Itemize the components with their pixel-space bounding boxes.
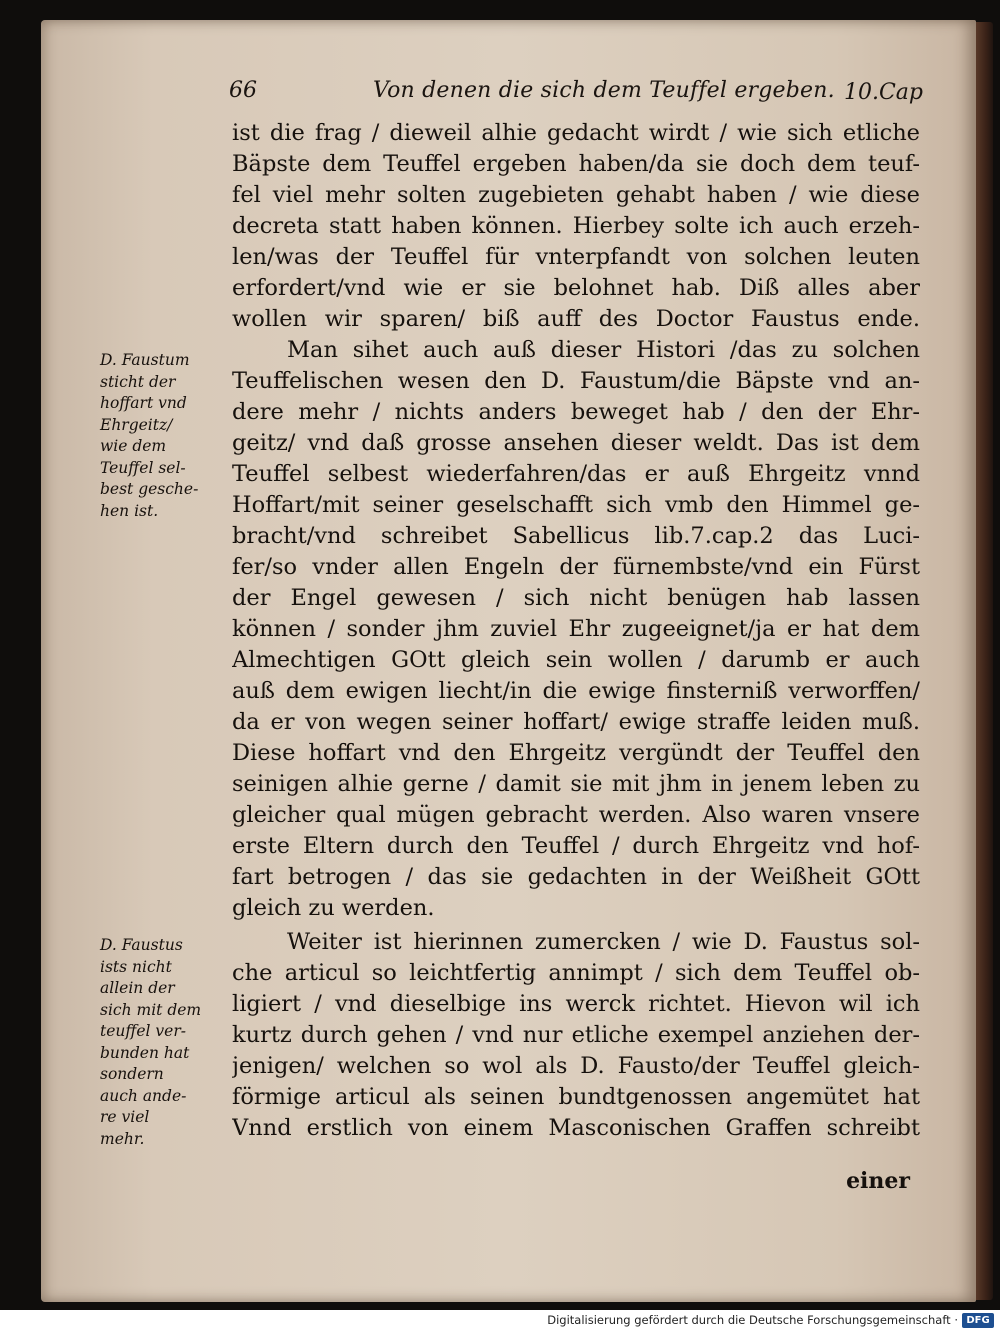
margin-note-line: D. Faustum xyxy=(100,351,190,369)
margin-note-line: D. Faustus xyxy=(100,936,183,954)
dfg-credit: Digitalisierung gefördert durch die Deutsche Forschungsgemeinschaft · xyxy=(547,1313,958,1327)
text-line: auß dem ewigen liecht/in die ewige finsterniß verworffen/ xyxy=(232,678,920,704)
paragraph-1 xyxy=(232,118,920,335)
margin-note-1 xyxy=(100,350,225,522)
margin-note-line: hen ist. xyxy=(100,501,159,520)
running-title: Von denen die sich dem Teuffel ergeben. xyxy=(373,78,835,103)
text-line: können / sonder jhm zuviel Ehr zugeeignet/ja er hat dem xyxy=(232,616,920,642)
text-line: gleicher qual mügen gebracht werden. Also waren vnsere xyxy=(232,802,920,828)
text-line: kurtz durch gehen / vnd nur etliche exempel anziehen der- xyxy=(232,1022,920,1048)
margin-note-line: re viel xyxy=(100,1108,150,1126)
text-line: ligiert / vnd dieselbige ins werck richtet. Hievon wil ich xyxy=(232,991,920,1017)
text-line: Almechtigen GOtt gleich sein wollen / darumb er auch xyxy=(232,647,920,673)
margin-note-line: bunden hat xyxy=(100,1043,190,1062)
text-line: erfordert/vnd wie er sie belohnet hab. Diß alles aber xyxy=(232,275,920,301)
text-line: Man sihet auch auß dieser Histori /das zu solchen xyxy=(287,337,920,363)
text-line: fel viel mehr solten zugebieten gehabt haben / wie diese xyxy=(232,182,920,208)
margin-note-line: ists nicht xyxy=(100,957,172,976)
margin-note-line: allein der xyxy=(100,979,175,997)
text-line: Teuffelischen wesen den D. Faustum/die Bäpste vnd an- xyxy=(232,368,920,394)
text-line: fart betrogen / das sie gedachten in der Weißheit GOtt xyxy=(232,864,920,890)
text-line: Diese hoffart vnd den Ehrgeitz vergündt der Teuffel den xyxy=(232,740,920,766)
text-line: Bäpste dem Teuffel ergeben haben/da sie doch dem teuf- xyxy=(232,151,920,177)
text-line: geitz/ vnd daß grosse ansehen dieser weldt. Das ist dem xyxy=(232,430,920,456)
margin-note-line: hoffart vnd xyxy=(100,394,187,412)
margin-note-line: best gesche- xyxy=(100,480,199,498)
text-line: Teuffel selbest wiederfahren/das er auß Ehrgeitz vnnd xyxy=(232,461,920,487)
margin-note-2 xyxy=(100,935,225,1150)
margin-note-line: wie dem xyxy=(100,437,167,455)
margin-note-line: Ehrgeitz/ xyxy=(100,415,173,434)
chapter-label: 10.Cap xyxy=(843,80,923,105)
page-edge xyxy=(975,22,993,1300)
margin-note-line: sticht der xyxy=(100,372,176,391)
margin-note-line: Teuffel sel- xyxy=(100,458,186,477)
running-head xyxy=(225,78,925,118)
paragraph-3 xyxy=(232,927,920,1144)
text-line: len/was der Teuffel für vnterpfandt von solchen leuten xyxy=(232,244,920,270)
margin-note-line: mehr. xyxy=(100,1129,145,1148)
margin-note-line: sondern xyxy=(100,1065,164,1083)
text-line: decreta statt haben können. Hierbey solte ich auch erzeh- xyxy=(232,213,920,239)
text-line: fer/so vnder allen Engeln der fürnembste/vnd ein Fürst xyxy=(232,554,920,580)
dfg-logo[interactable]: DFG xyxy=(962,1313,994,1328)
text-line: da er von wegen seiner hoffart/ ewige straffe leiden muß. xyxy=(232,709,920,735)
text-line: jenigen/ welchen so wol als D. Fausto/der Teuffel gleich- xyxy=(232,1053,920,1079)
text-line: Weiter ist hierinnen zumercken / wie D. Faustus sol- xyxy=(287,929,920,955)
paragraph-2 xyxy=(232,335,920,924)
text-line: gleich zu werden. xyxy=(232,895,435,921)
text-line: Vnnd erstlich von einem Masconischen Graffen schreibt xyxy=(232,1115,920,1141)
text-line: förmige articul als seinen bundtgenossen angemütet hat xyxy=(232,1084,920,1110)
text-line: che articul so leichtfertig annimpt / sich dem Teuffel ob- xyxy=(232,960,920,986)
page-number: 66 xyxy=(229,78,257,103)
footer-bar xyxy=(0,1310,1000,1332)
text-line: der Engel gewesen / sich nicht benügen hab lassen xyxy=(232,585,920,611)
text-line: seinigen alhie gerne / damit sie mit jhm in jenem leben zu xyxy=(232,771,920,797)
text-line: wollen wir sparen/ biß auff des Doctor Faustus ende. xyxy=(232,306,920,332)
text-line: erste Eltern durch den Teuffel / durch Ehrgeitz vnd hof- xyxy=(232,833,920,859)
text-line: Hoffart/mit seiner geselschafft sich vmb den Himmel ge- xyxy=(232,492,920,518)
text-line: bracht/vnd schreibet Sabellicus lib.7.cap.2 das Luci- xyxy=(232,523,920,549)
text-line: dere mehr / nichts anders beweget hab / den der Ehr- xyxy=(232,399,920,425)
margin-note-line: teuffel ver- xyxy=(100,1022,186,1040)
margin-note-line: auch ande- xyxy=(100,1086,187,1105)
catchword: einer xyxy=(846,1168,910,1194)
text-line: ist die frag / dieweil alhie gedacht wirdt / wie sich etliche xyxy=(232,120,920,146)
margin-note-line: sich mit dem xyxy=(100,1000,202,1019)
